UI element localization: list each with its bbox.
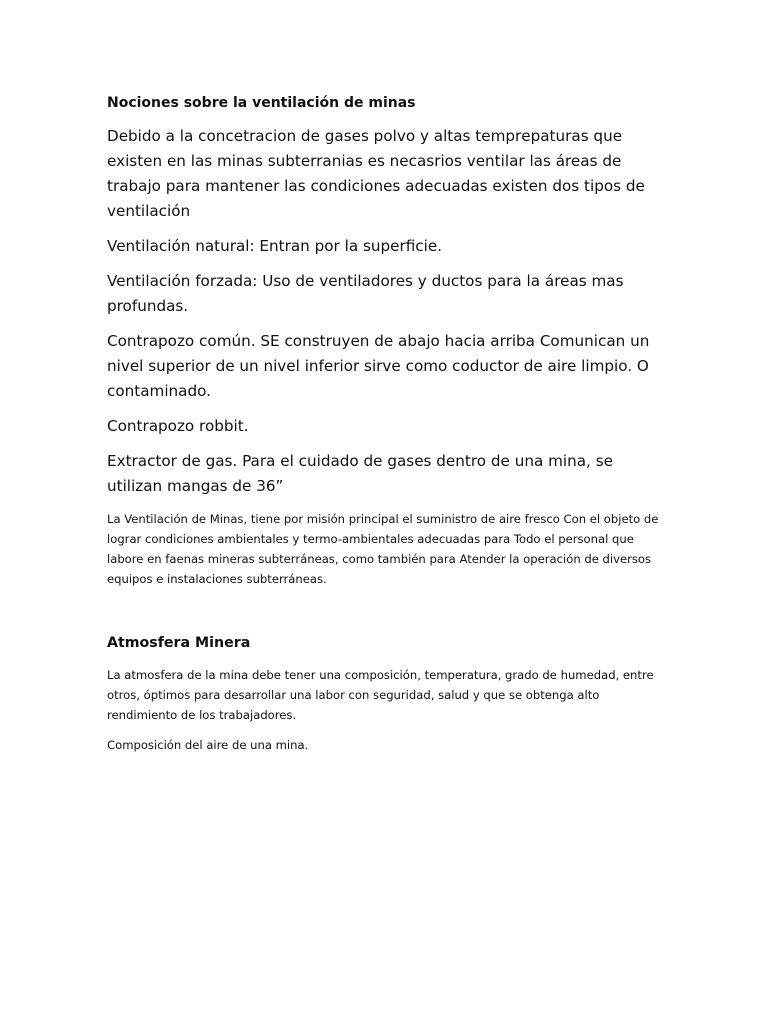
- robbit-raise-item: Contrapozo robbit.: [107, 417, 249, 435]
- intro-paragraph: Debido a la concetracion de gases polvo y altas temprераturas que existen en las minas subterranias es necasrios ventilar las áreas de trabajo para mantener las condiciones adecuadas existen dos tipos de ventilación: [107, 127, 645, 220]
- forced-ventilation-item: Ventilación forzada: Uso de ventiladores y ductos para la áreas mas profundas.: [107, 272, 624, 315]
- final-line: Composición del aire de una mina.: [107, 738, 309, 752]
- gas-extractor-item: Extractor de gas. Para el cuidado de gases dentro de una mina, se utilizan mangas de 36”: [107, 452, 613, 495]
- common-raise-item: Contrapozo común. SE construyen de abajo hacia arriba Comunican un nivel superior de un nivel inferior sirve como coductor de aire limpio. O contaminado.: [107, 332, 650, 400]
- section-heading: Atmosfera Minera: [107, 635, 251, 651]
- section-paragraph: La atmosfera de la mina debe tener una composición, temperatura, grado de humedad, entre otros, óptimos para desarrollar una labor con seguridad, salud y que se obtenga alto rendimiento de los trabajadores.: [107, 668, 654, 722]
- section-spacer: [107, 599, 667, 633]
- document-title: Nociones sobre la ventilación de minas: [107, 95, 416, 111]
- summary-paragraph: La Ventilación de Minas, tiene por misión principal el suministro de aire fresco Con el objeto de lograr condiciones ambientales y termo-ambientales adecuadas para Todo el personal que labore en faenas mineras subterráneas, como también para Atender la operación de diversos equipos e instalaciones subterráneas.: [107, 512, 659, 586]
- natural-ventilation-item: Ventilación natural: Entran por la superficie.: [107, 237, 443, 255]
- document-body: [107, 94, 667, 765]
